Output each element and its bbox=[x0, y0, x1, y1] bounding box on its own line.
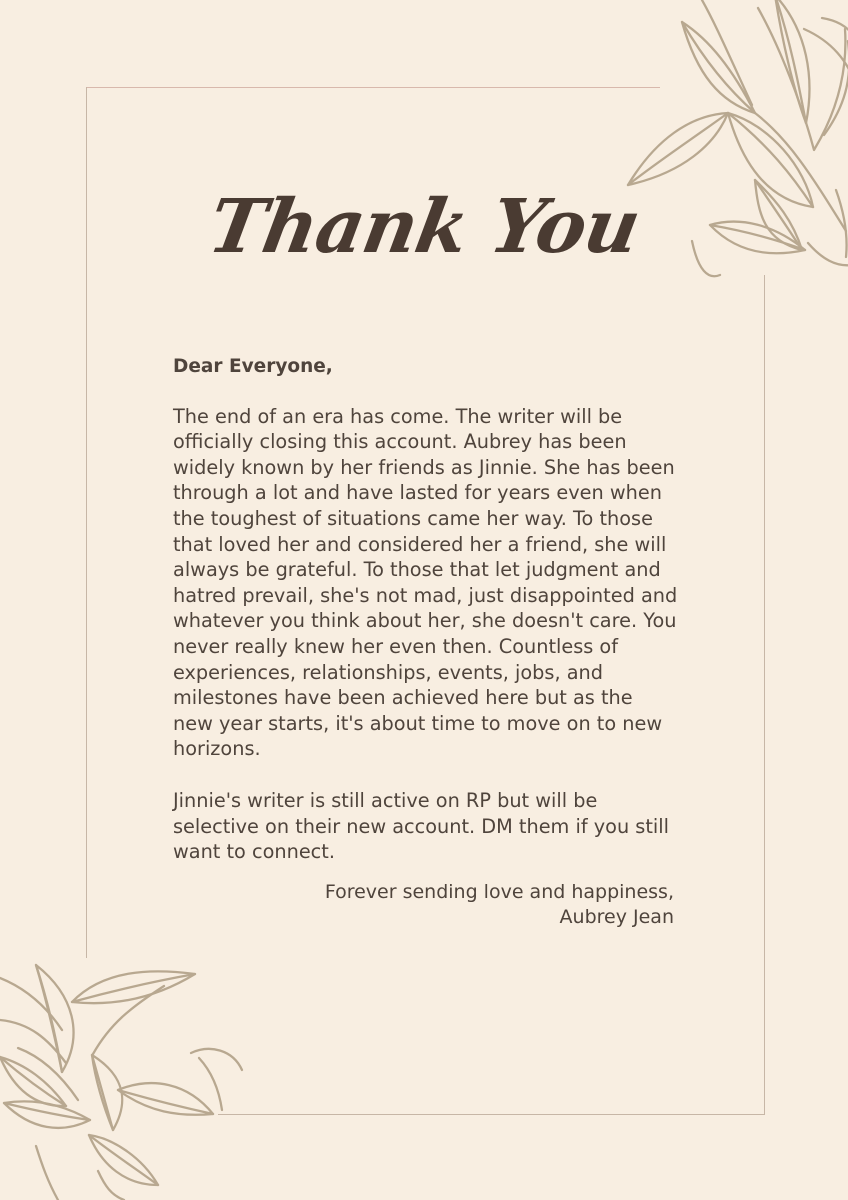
frame-right-line bbox=[764, 275, 765, 1115]
frame-bottom-line bbox=[218, 1114, 765, 1115]
letter-paragraph: The end of an era has come. The writer will be officially closing this account. Aubrey has been widely known by her friends as Jinnie. She has been through a lot and have lasted for years even when the toughest of situations came her way. To those that loved her and considered her a friend, she will always be grateful. To those that let judgment and hatred prevail, she's not mad, just disappointed and whatever you think about her, she doesn't care. You never really knew her even then. Countless of experiences, relationships, events, jobs, and milestones have been achieved here but as the new year starts, it's about time to move on to new horizons. bbox=[173, 404, 678, 761]
closing-text: Forever sending love and happiness, bbox=[324, 881, 674, 903]
letter-paragraph: Jinnie's writer is still active on RP but will be selective on their new account. DM them if you still want to connect. bbox=[173, 788, 669, 864]
bottom-left-leaf-icon bbox=[0, 960, 250, 1200]
greeting: Dear Everyone, bbox=[173, 356, 333, 377]
frame-top-line bbox=[86, 87, 660, 88]
letter-body bbox=[173, 354, 678, 891]
page-title: Thank You bbox=[202, 184, 646, 270]
signature-text: Aubrey Jean bbox=[559, 906, 674, 928]
signoff bbox=[325, 880, 674, 930]
